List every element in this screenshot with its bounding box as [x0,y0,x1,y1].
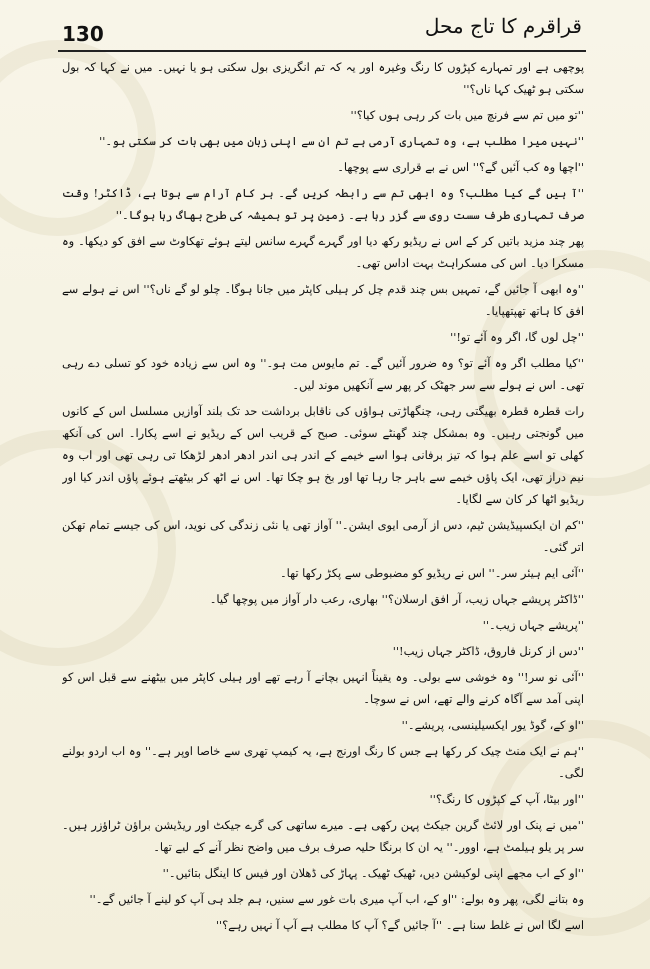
paragraph: ''دس از کرنل فاروق، ڈاکٹر جہاں زیب!'' [392,644,584,658]
paragraph: ''کم ان ایکسپیڈیشن ٹیم، دس از آرمی ایوی ایشن۔'' آواز تھی یا نئی زندگی کی نوید، اس کی جیسے تمام تھکن اتر گئی۔ [62,518,584,554]
paragraph: اسے لگا اس نے غلط سنا ہے۔ ''آ جائیں گے؟ آپ کا مطلب ہے آپ آ نہیں رہے؟'' [215,918,584,932]
paragraph: ''آئی نو سر!'' وہ خوشی سے بولی۔ وہ یقیناً انہیں بچانے آ رہے تھے اور ہیلی کاپٹر میں بیٹھنے سے قبل اس کو اپنی آمد سے آگاہ کرنے والے تھے، اس نے سوچا۔ [62,670,584,706]
paragraph: ''چل لوں گا، اگر وہ آئے تو!'' [450,330,584,344]
book-title: قراقرم کا تاج محل [424,14,582,38]
paragraph: ''او کے اب مجھے اپنی لوکیشن دیں، ٹھیک ٹھیک۔ پہاڑ کی ڈھلان اور فیس کا اینگل بتائیں۔'' [162,866,584,880]
paragraph: ''ڈاکٹر پریشے جہاں زیب، آر افق ارسلان؟'' بھاری، رعب دار آواز میں پوچھا گیا۔ [209,592,584,606]
paragraph: ''اور بیٹا، آپ کے کپڑوں کا رنگ؟'' [429,792,584,806]
paragraph: ''آ ہیں گے کیا مطلب؟ وہ ابھی تم سے رابطہ کریں گے۔ ہر کام آرام سے ہوتا ہے، ڈاکٹر! وقت صرف تمہاری طرف سست روی سے گزر رہا ہے۔ زمین پر تو ہمیشہ کی طرح بھاگ رہا ہوگا۔'' [62,186,584,222]
page-number: 130 [62,22,104,46]
paragraph: وہ بتانے لگی، پھر وہ بولے: ''او کے، اب آپ میری بات غور سے سنیں، ہم جلد ہی آپ کو لینے آ جائیں گے۔'' [89,892,584,906]
page-body [62,56,584,956]
header-divider [58,50,586,52]
paragraph: ''اچھا وہ کب آئیں گے؟'' اس نے بے قراری سے پوچھا۔ [337,160,584,174]
paragraph: ''آئی ایم ہیئر سر۔'' اس نے ریڈیو کو مضبوطی سے پکڑ رکھا تھا۔ [279,566,584,580]
paragraph: ''میں نے پنک اور لائٹ گرین جیکٹ پہن رکھی ہے۔ میرے ساتھی کی گرے جیکٹ اور ریڈیشن براؤن ٹراؤزر ہیں۔ سر پر یلو ہیلمٹ ہے، اوور۔'' یہ ان کا برنگا حلیہ صرف برف میں واضح نظر آنے کے لیے تھا۔ [62,818,584,854]
paragraph: پھر چند مزید باتیں کر کے اس نے ریڈیو رکھ دیا اور گہرے گہرے سانس لیتے ہوئے تھکاوٹ سے افق کو دیکھا۔ وہ مسکرا دیا۔ اس کی مسکراہٹ بہت اداس تھی۔ [62,234,584,270]
paragraph: ''نہیں میرا مطلب ہے، وہ تمہاری آرمی ہے تم ان سے اپنی زبان میں بھی بات کر سکتی ہو۔'' [99,134,584,148]
paragraph: پوچھی ہے اور تمہارے کپڑوں کا رنگ وغیرہ اور یہ کہ تم انگریزی بول سکتی ہو یا نہیں۔ میں نے کہا کہ بول سکتی ہو ٹھیک کہا ناں؟'' [62,60,584,96]
paragraph: ''وہ ابھی آ جائیں گے، تمہیں بس چند قدم چل کر ہیلی کاپٹر میں جانا ہوگا۔ چلو لو گے ناں؟'' اس نے ہولے سے افق کا ہاتھ تھپتھپایا۔ [62,282,584,318]
paragraph: ''کیا مطلب اگر وہ آئے تو؟ وہ ضرور آئیں گے۔ تم مایوس مت ہو۔'' وہ اس سے زیادہ خود کو تسلی دے رہی تھی۔ اس نے ہولے سے سر جھٹک کر پھر سے آنکھیں موند لیں۔ [62,356,584,392]
page-header [62,10,582,46]
paragraph: ''تو میں تم سے فرنچ میں بات کر رہی ہوں کیا؟'' [350,108,584,122]
paragraph: ''پریشے جہاں زیب۔'' [482,618,584,632]
paragraph: ''او کے، گوڈ یور ایکسیلینسی، پریشے۔'' [401,718,584,732]
paragraph: رات قطرہ قطرہ بھیگتی رہی، چنگھاڑتی ہواؤں کی ناقابل برداشت حد تک بلند آوازیں مسلسل اس کے کانوں میں گونجتی رہیں۔ وہ بمشکل چند گھنٹے سوئی۔ صبح کے قریب اس کے ریڈیو نے اسے پکارا۔ اس کی آنکھ کھلی تو اسے علم ہوا کہ تیز برفانی ہوا اسے خیمے کے اندر ہی اندر ادھر ادھر لڑھکا تی رہی تھی اور اب وہ نیم دراز تھی، ایک پاؤں خیمے سے باہر جا رہا تھا اور بخ ہو چکا تھا۔ اس نے اٹھ کر بیٹھتے ہوئے پاؤں اندر کیا اور ریڈیو اٹھا کر کان سے لگایا۔ [62,404,584,506]
paragraph: ''ہم نے ایک منٹ چیک کر رکھا ہے جس کا رنگ اورنج ہے، یہ کیمپ تھری سے خاصا اوپر ہے۔'' وہ اب اردو بولنے لگی۔ [62,744,584,780]
